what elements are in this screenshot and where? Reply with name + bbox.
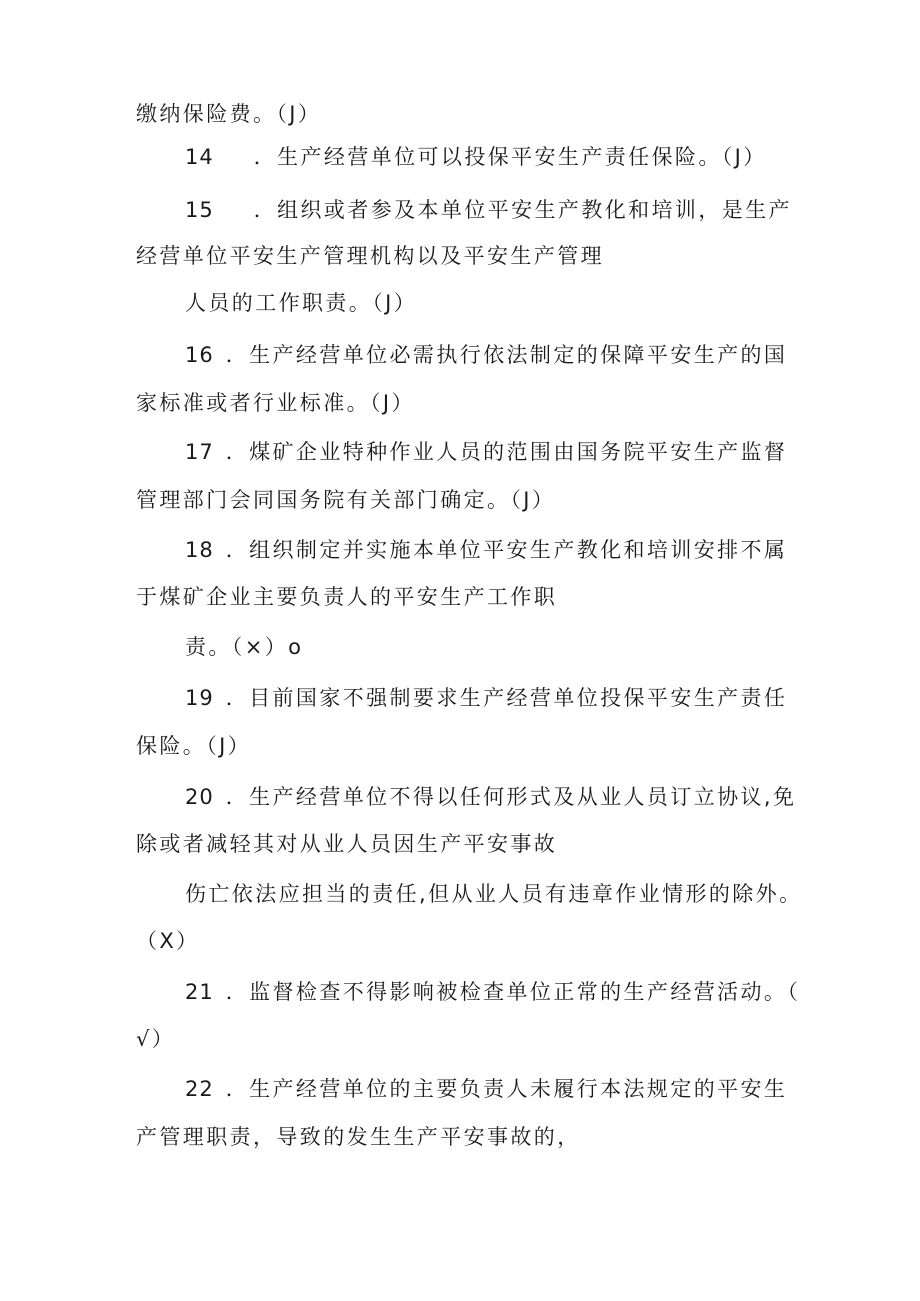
line-text: 保险。（J）: [136, 734, 252, 758]
item-text: ．生产经营单位不得以任何形式及从业人员订立协议,免: [225, 785, 797, 809]
line-text: 除或者减轻其对从业人员因生产平安事故: [136, 832, 558, 856]
line-text: （X）: [136, 929, 200, 953]
item-text: ．组织制定并实施本单位平安生产教化和培训安排不属: [225, 538, 788, 562]
item-text: ．生产经营单位的主要负责人未履行本法规定的平安生: [225, 1077, 788, 1101]
item-number: 18: [185, 538, 214, 562]
text-line: [136, 1024, 175, 1054]
list-item: [185, 437, 787, 467]
item-number: 17: [185, 440, 214, 464]
line-text: 产管理职责，导致的发生生产平安事故的，: [136, 1125, 581, 1149]
line-text: √）: [136, 1027, 176, 1051]
text-line: [136, 582, 557, 612]
list-item: [185, 1074, 787, 1104]
text-line: [136, 829, 557, 859]
item-text: ．生产经营单位可以投保平安生产责任保险。（J）: [253, 145, 767, 169]
item-number: 20: [185, 785, 214, 809]
item-number: 15: [185, 198, 214, 222]
line-text: 管理部门会同国务院有关部门确定。（J）: [136, 488, 556, 512]
line-text: 经营单位平安生产管理机构以及平安生产管理: [136, 244, 604, 268]
item-number: 19: [185, 686, 214, 710]
text-line: [136, 485, 555, 515]
item-text: ．煤矿企业特种作业人员的范围由国务院平安生产监督: [225, 440, 788, 464]
list-item: [185, 142, 767, 172]
line-text: 人员的工作职责。（J）: [185, 291, 418, 315]
text-line: [185, 879, 802, 909]
list-item: [185, 683, 787, 713]
item-text: ．生产经营单位必需执行依法制定的保障平安生产的国: [225, 343, 788, 367]
list-item: [185, 535, 787, 565]
item-text: ．组织或者参及本单位平安生产教化和培训，是生产: [253, 198, 792, 222]
item-number: 22: [185, 1077, 214, 1101]
list-item: [185, 977, 800, 1007]
text-line: [185, 288, 417, 318]
line-text: 家标准或者行业标准。（J）: [136, 391, 415, 415]
text-line: [136, 731, 251, 761]
list-item: [185, 782, 796, 812]
item-number: 16: [185, 343, 214, 367]
item-text: ．目前国家不强制要求生产经营单位投保平安生产责任: [225, 686, 788, 710]
line-text: 伤亡依法应担当的责任,但从业人员有违章作业情形的除外。: [185, 882, 803, 906]
item-text: ．监督检查不得影响被检查单位正常的生产经营活动。（: [225, 980, 801, 1004]
text-line: [136, 926, 200, 956]
text-line: [136, 241, 604, 271]
item-number: 14: [185, 145, 214, 169]
line-text: 缴纳保险费。（J）: [136, 102, 322, 126]
text-line: [136, 388, 415, 418]
item-number: 21: [185, 980, 214, 1004]
line-text: 责。（×）o: [185, 635, 304, 659]
text-line: [136, 1122, 581, 1152]
text-line: [136, 99, 321, 129]
text-line: [185, 632, 303, 662]
list-item: [185, 340, 787, 370]
list-item: [185, 195, 792, 225]
line-text: 于煤矿企业主要负责人的平安生产工作职: [136, 585, 558, 609]
